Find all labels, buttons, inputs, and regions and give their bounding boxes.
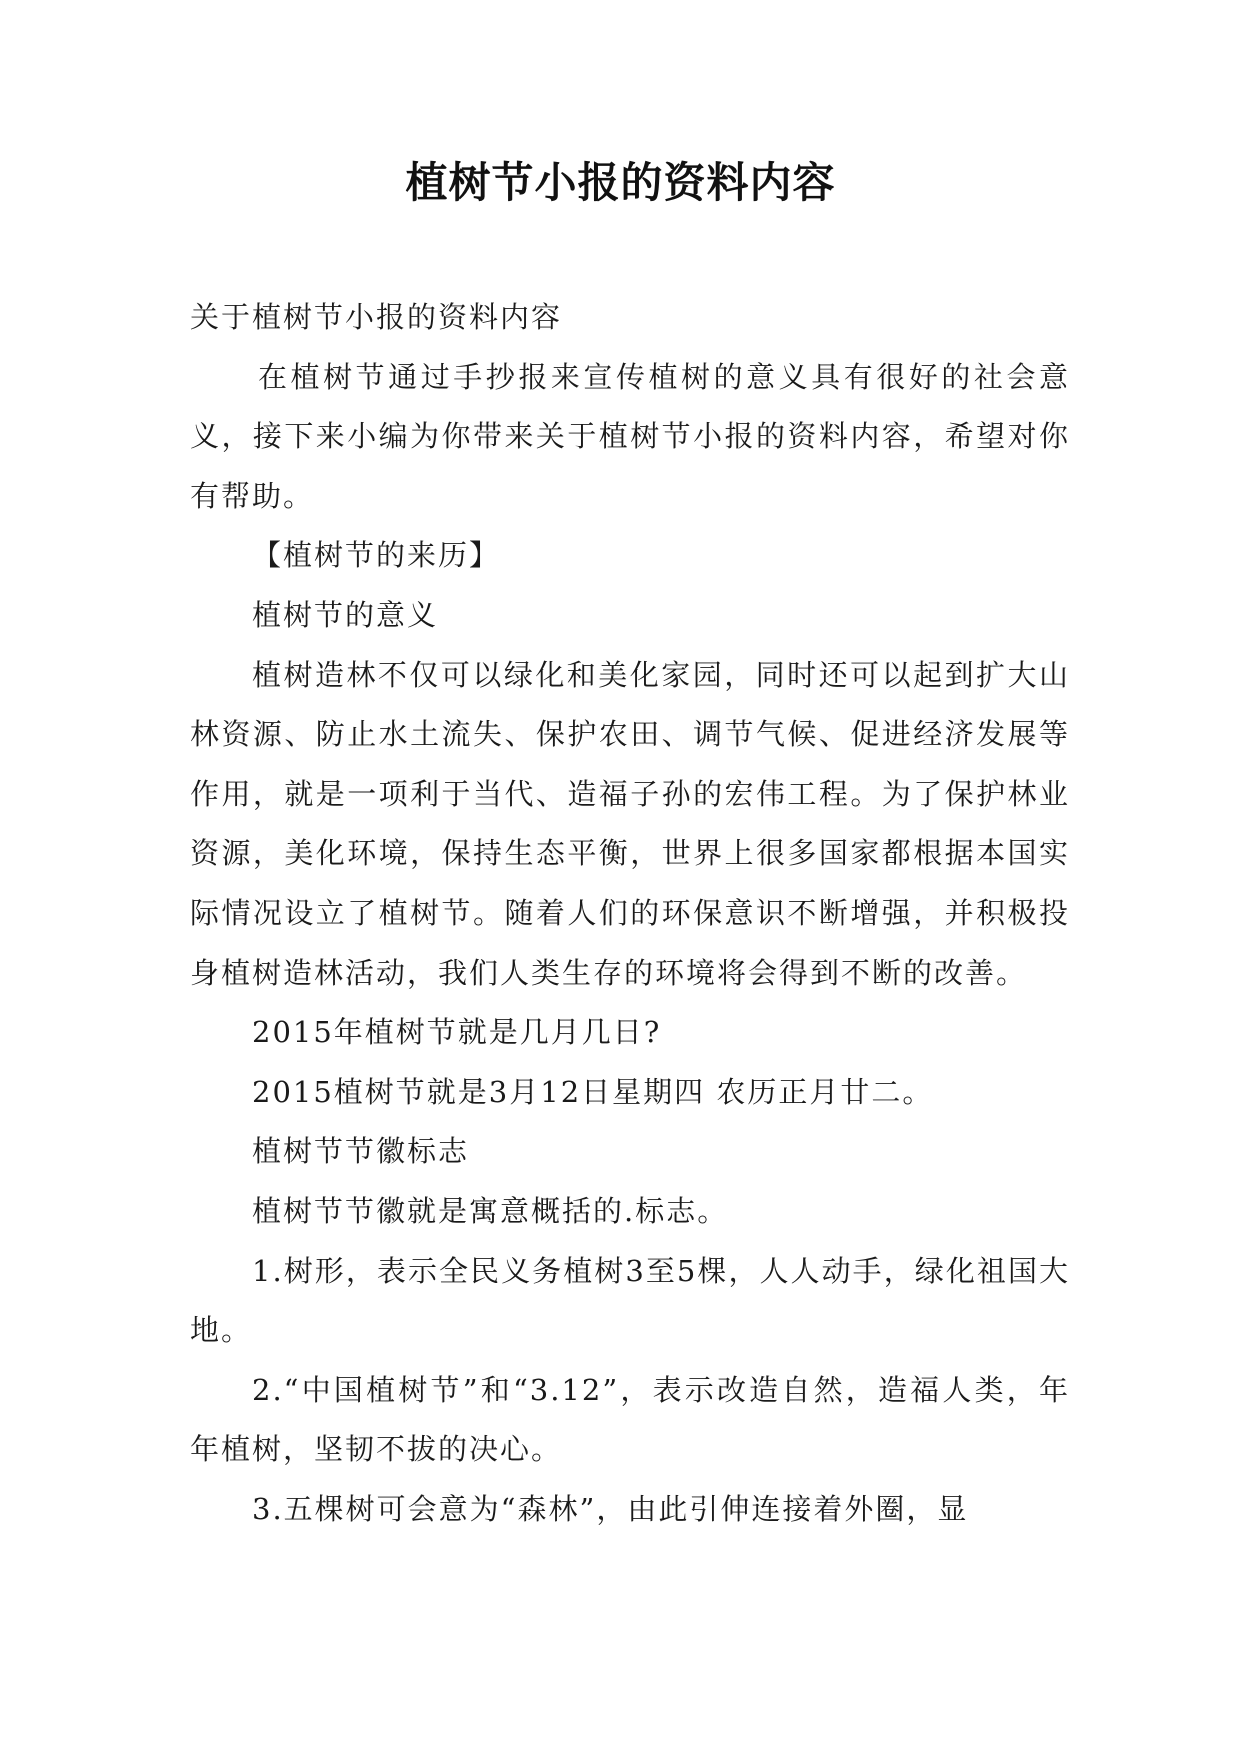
intro-heading: 关于植树节小报的资料内容 <box>190 300 563 334</box>
emblem-item-1: 1.树形，表示全民义务植树3至5棵，人人动手，绿化祖国大地。 <box>190 1253 1070 1348</box>
document-title: 植树节小报的资料内容 <box>405 158 836 207</box>
subheading-emblem: 植树节节徽标志 <box>252 1134 470 1169</box>
emblem-item-3: 3.五棵树可会意为“森林”，由此引伸连接着外圈，显 <box>252 1491 969 1526</box>
emblem-description: 植树节节徽就是寓意概括的.标志。 <box>252 1193 729 1228</box>
subheading-meaning: 植树节的意义 <box>252 597 439 632</box>
date-answer: 2015植树节就是3月12日星期四 农历正月廿二。 <box>252 1074 934 1109</box>
emblem-item-2: 2.“中国植树节”和“3.12”，表示改造自然，造福人类，年年植树，坚韧不拔的决心。 <box>190 1372 1070 1467</box>
section-heading-origin: 【植树节的来历】 <box>252 538 501 573</box>
date-question: 2015年植树节就是几月几日? <box>252 1015 662 1050</box>
document-body <box>190 288 1070 1539</box>
intro-paragraph: 在植树节通过手抄报来宣传植树的意义具有很好的社会意义，接下来小编为你带来关于植树节小报的资料内容，希望对你有帮助。 <box>190 359 1070 513</box>
meaning-paragraph: 植树造林不仅可以绿化和美化家园，同时还可以起到扩大山林资源、防止水土流失、保护农田、调节气候、促进经济发展等作用，就是一项利于当代、造福子孙的宏伟工程。为了保护林业资源，美化环境，保持生态平衡，世界上很多国家都根据本国实际情况设立了植树节。随着人们的环保意识不断增强，并积极投身植树造林活动，我们人类生存的环境将会得到不断的改善。 <box>190 657 1070 990</box>
